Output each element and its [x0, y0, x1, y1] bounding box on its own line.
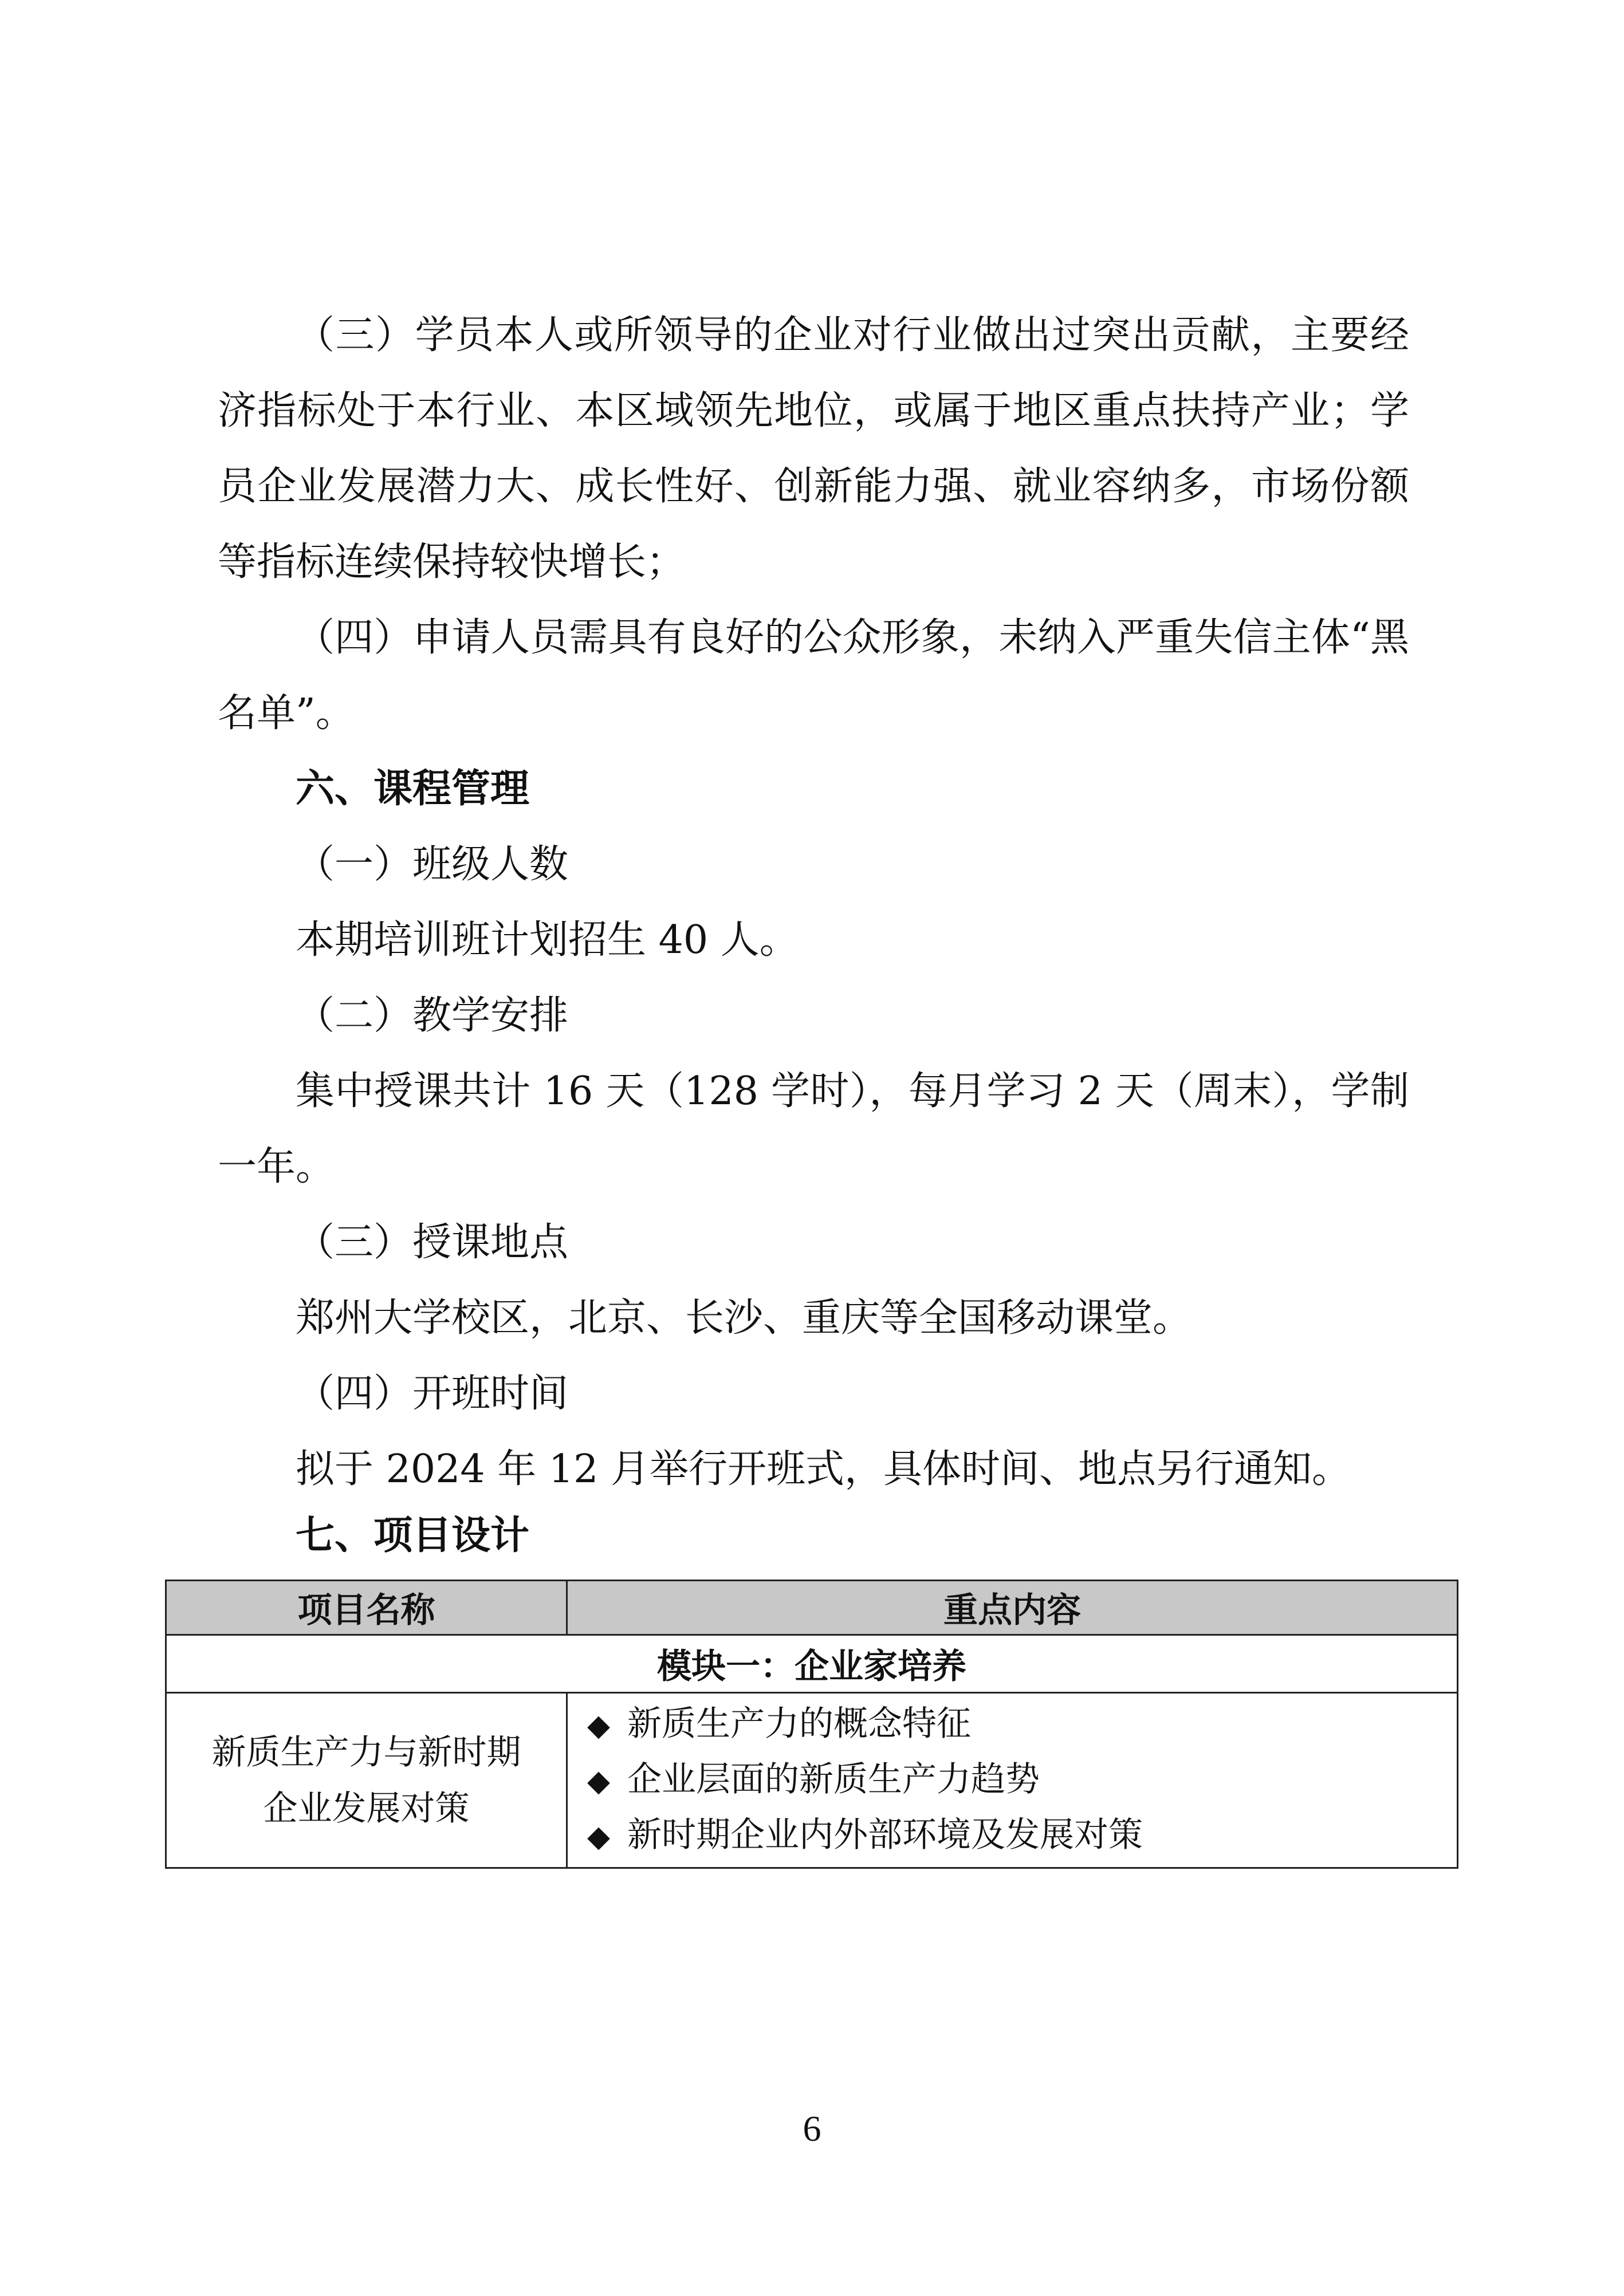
- schedule-text: 集中授课共计 16 天（128 学时），每月学习 2 天（周末），学制一年。: [218, 1069, 1409, 1190]
- paragraph-criteria-4: （四）申请人员需具有良好的公众形象，未纳入严重失信主体“黑名单”。: [218, 615, 1409, 736]
- start-time-text: 拟于 2024 年 12 月举行开班式，具体时间、地点另行通知。: [296, 1447, 1351, 1492]
- module-title: 模块一：企业家培养: [166, 1635, 1458, 1693]
- list-item: ◆ 新质生产力的概念特征: [587, 1697, 1457, 1752]
- page-number: 6: [803, 2108, 821, 2149]
- table-header-row: [166, 1581, 1458, 1635]
- module-row: [166, 1635, 1458, 1693]
- class-size-heading: （一）班级人数: [296, 842, 569, 887]
- diamond-bullet-icon: ◆: [587, 1820, 610, 1854]
- project-name-line-1: 新质生产力与新时期: [211, 1732, 521, 1773]
- location-heading: （三）授课地点: [296, 1220, 569, 1265]
- project-name-line-2: 企业发展对策: [263, 1788, 470, 1829]
- table-row: [166, 1693, 1458, 1868]
- header-project-name: 项目名称: [166, 1581, 567, 1635]
- location-text: 郑州大学校区，北京、长沙、重庆等全国移动课堂。: [296, 1295, 1192, 1341]
- section-6-heading: 六、课程管理: [296, 766, 530, 812]
- project-name-cell: [166, 1693, 567, 1868]
- list-item: ◆ 新时期企业内外部环境及发展对策: [587, 1808, 1457, 1864]
- class-size-text: 本期培训班计划招生 40 人。: [296, 917, 799, 963]
- project-design-table: [165, 1580, 1458, 1869]
- schedule-heading: （二）教学安排: [296, 993, 569, 1038]
- diamond-bullet-icon: ◆: [587, 1708, 610, 1743]
- header-key-content: 重点内容: [567, 1581, 1458, 1635]
- key-points-cell: [567, 1693, 1458, 1868]
- list-item: ◆ 企业层面的新质生产力趋势: [587, 1752, 1457, 1808]
- diamond-bullet-icon: ◆: [587, 1764, 610, 1798]
- body-text: [218, 298, 1409, 1565]
- section-7-heading: 七、项目设计: [296, 1513, 530, 1558]
- start-time-heading: （四）开班时间: [296, 1371, 569, 1416]
- paragraph-criteria-3: （三）学员本人或所领导的企业对行业做出过突出贡献，主要经济指标处于本行业、本区域领先地位，或属于地区重点扶持产业；学员企业发展潜力大、成长性好、创新能力强、就业容纳多，市场份额等指标连续保持较快增长；: [218, 313, 1409, 585]
